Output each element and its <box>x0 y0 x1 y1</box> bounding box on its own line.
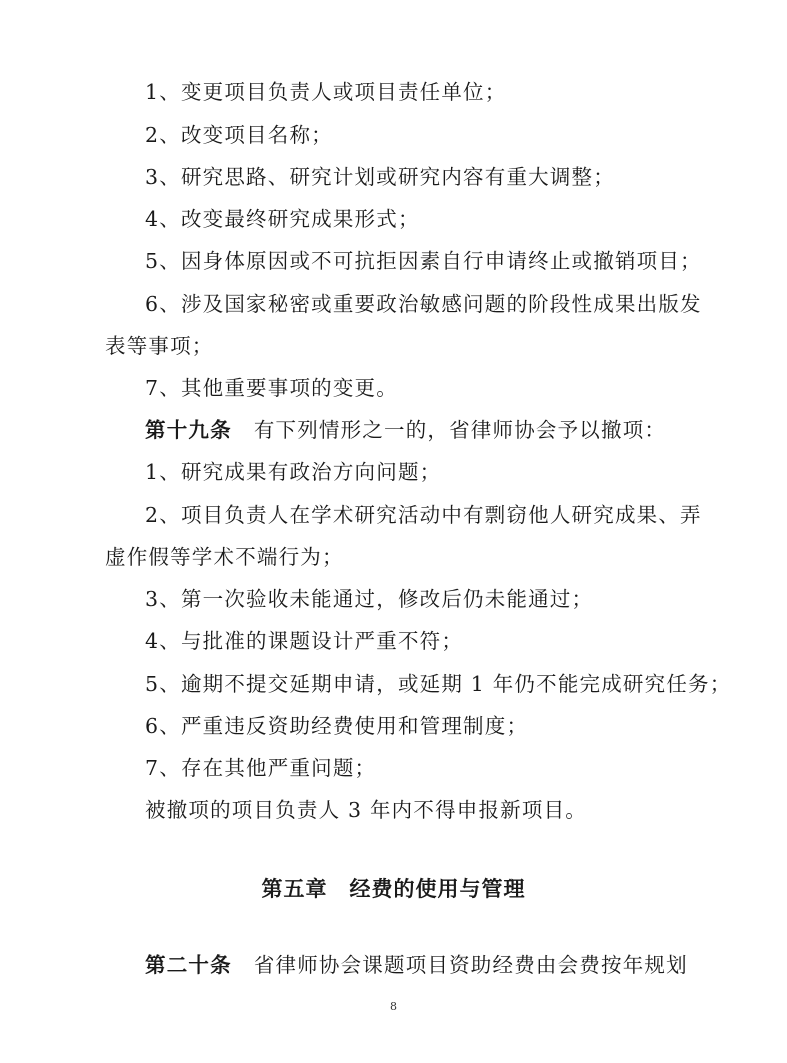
change-item-2: 2、改变项目名称； <box>145 123 333 147</box>
revoke-item-1: 1、研究成果有政治方向问题； <box>145 460 442 484</box>
revoke-item-3: 3、第一次验收未能通过，修改后仍未能通过； <box>145 587 594 611</box>
change-item-6-line-2: 表等事项； <box>105 334 214 358</box>
revoke-note: 被撤项的项目负责人 3 年内不得申报新项目。 <box>145 798 587 822</box>
change-item-6-line-1: 6、涉及国家秘密或重要政治敏感问题的阶段性成果出版发 <box>145 292 702 316</box>
revoke-item-4: 4、与批准的课题设计严重不符； <box>145 629 464 653</box>
article-19 <box>145 420 666 441</box>
revoke-item-5: 5、逾期不提交延期申请，或延期 1 年仍不能完成研究任务； <box>145 672 732 696</box>
change-item-3: 3、研究思路、研究计划或研究内容有重大调整； <box>145 165 615 189</box>
article-20 <box>145 955 688 976</box>
revoke-item-6: 6、严重违反资助经费使用和管理制度； <box>145 714 529 738</box>
change-item-7: 7、其他重要事项的变更。 <box>145 376 398 400</box>
page-number: 8 <box>390 1000 397 1013</box>
change-item-5: 5、因身体原因或不可抗拒因素自行申请终止或撤销项目； <box>145 249 702 273</box>
revoke-item-2-line-2: 虚作假等学术不端行为； <box>105 545 344 569</box>
article-19-label: 第十九条 <box>145 418 232 442</box>
change-item-4: 4、改变最终研究成果形式； <box>145 207 420 231</box>
revoke-item-7: 7、存在其他严重问题； <box>145 756 377 780</box>
change-item-1: 1、变更项目负责人或项目责任单位； <box>145 80 507 104</box>
article-20-text: 省律师协会课题项目资助经费由会费按年规划 <box>253 953 688 977</box>
revoke-item-2-line-1: 2、项目负责人在学术研究活动中有剽窃他人研究成果、弄 <box>145 503 702 527</box>
article-20-label: 第二十条 <box>145 953 232 977</box>
article-19-text: 有下列情形之一的，省律师协会予以撤项： <box>253 418 667 442</box>
chapter-heading: 第五章 经费的使用与管理 <box>261 877 526 901</box>
